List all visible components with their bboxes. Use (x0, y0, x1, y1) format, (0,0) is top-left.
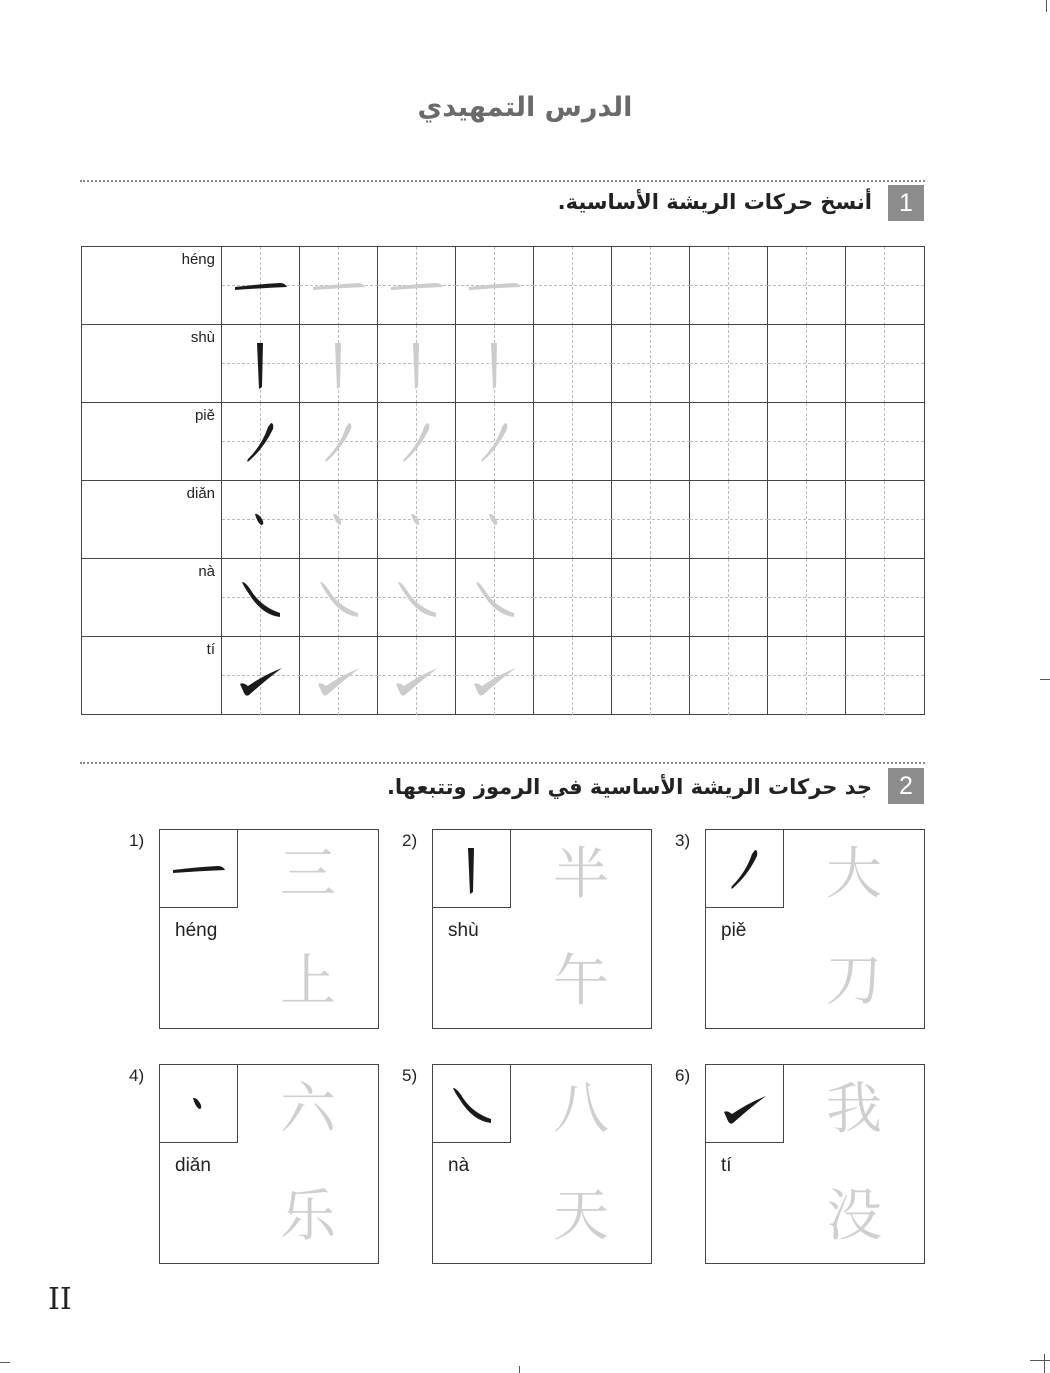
stroke-pinyin: piě (194, 407, 215, 424)
stroke-row (82, 481, 924, 559)
stroke-row (82, 637, 924, 715)
section2-instruction: جد حركات الريشة الأساسية في الرموز وتتبعها. (386, 775, 872, 799)
practice-cell[interactable] (768, 247, 846, 325)
stroke-pinyin: diǎn (186, 485, 215, 502)
exercise-number: 4) (129, 1066, 145, 1085)
trace-stroke-cell[interactable] (456, 559, 534, 637)
practice-cell[interactable] (534, 637, 612, 715)
model-stroke-cell (222, 325, 300, 403)
page-number: II (48, 1282, 72, 1317)
stroke-find-box (705, 829, 925, 1029)
model-stroke-cell (222, 247, 300, 325)
trace-stroke-cell[interactable] (300, 403, 378, 481)
trace-stroke-cell[interactable] (378, 637, 456, 715)
trace-character[interactable]: 八 (553, 1077, 609, 1142)
stroke-example-square (159, 829, 238, 908)
stroke-find-box (432, 829, 652, 1029)
practice-cell[interactable] (690, 637, 768, 715)
practice-cell[interactable] (690, 403, 768, 481)
model-stroke-cell (222, 481, 300, 559)
stroke-label-cell (82, 247, 222, 325)
trace-stroke-cell[interactable] (378, 559, 456, 637)
crop-mark (1046, 0, 1047, 12)
trace-stroke-cell[interactable] (456, 403, 534, 481)
stroke-find-box (159, 829, 379, 1029)
stroke-example-square (705, 829, 784, 908)
practice-cell[interactable] (612, 559, 690, 637)
trace-character[interactable]: 乐 (280, 1184, 336, 1249)
exercise-number: 2) (402, 831, 418, 850)
practice-cell[interactable] (768, 403, 846, 481)
stroke-label-cell (82, 481, 222, 559)
stroke-label-cell (82, 559, 222, 637)
practice-cell[interactable] (768, 637, 846, 715)
model-stroke-cell (222, 403, 300, 481)
crop-mark (1040, 679, 1050, 680)
trace-stroke-cell[interactable] (456, 481, 534, 559)
trace-character[interactable]: 天 (553, 1184, 609, 1249)
practice-cell[interactable] (534, 559, 612, 637)
practice-cell[interactable] (534, 403, 612, 481)
stroke-pinyin: tí (721, 1155, 732, 1176)
stroke-pinyin: shù (448, 920, 479, 941)
trace-stroke-cell[interactable] (378, 403, 456, 481)
stroke-example-square (159, 1064, 238, 1143)
exercise-number: 3) (675, 831, 691, 850)
practice-cell[interactable] (768, 325, 846, 403)
practice-cell[interactable] (612, 481, 690, 559)
practice-cell[interactable] (534, 481, 612, 559)
trace-stroke-cell[interactable] (456, 247, 534, 325)
page-title: الدرس التمهيدي (417, 92, 633, 123)
trace-stroke-cell[interactable] (300, 247, 378, 325)
stroke-pinyin: piě (721, 920, 747, 941)
practice-cell[interactable] (846, 403, 924, 481)
stroke-pinyin: nà (448, 1155, 470, 1176)
practice-cell[interactable] (612, 403, 690, 481)
practice-cell[interactable] (534, 325, 612, 403)
trace-stroke-cell[interactable] (456, 325, 534, 403)
stroke-copy-grid (81, 246, 925, 715)
stroke-label-cell (82, 403, 222, 481)
stroke-label-cell (82, 637, 222, 715)
section1-instruction: أنسخ حركات الريشة الأساسية. (557, 190, 872, 214)
stroke-pinyin: tí (206, 641, 215, 658)
stroke-row (82, 325, 924, 403)
section1-number-badge: 1 (888, 185, 924, 221)
trace-stroke-cell[interactable] (300, 325, 378, 403)
stroke-pinyin: héng (175, 920, 218, 941)
stroke-row (82, 247, 924, 325)
trace-character[interactable]: 六 (280, 1077, 336, 1142)
trace-character[interactable]: 没 (826, 1184, 882, 1249)
trace-stroke-cell[interactable] (300, 559, 378, 637)
trace-stroke-cell[interactable] (378, 481, 456, 559)
practice-cell[interactable] (612, 247, 690, 325)
trace-stroke-cell[interactable] (300, 637, 378, 715)
model-stroke-cell (222, 559, 300, 637)
stroke-row (82, 559, 924, 637)
practice-cell[interactable] (768, 559, 846, 637)
model-stroke-cell (222, 637, 300, 715)
stroke-example-square (432, 829, 511, 908)
trace-character[interactable]: 三 (280, 842, 336, 907)
trace-stroke-cell[interactable] (300, 481, 378, 559)
practice-cell[interactable] (690, 247, 768, 325)
trace-stroke-cell[interactable] (378, 325, 456, 403)
section2-number-badge: 2 (888, 768, 924, 804)
exercise-number: 6) (675, 1066, 691, 1085)
trace-stroke-cell[interactable] (456, 637, 534, 715)
practice-cell[interactable] (846, 481, 924, 559)
practice-cell[interactable] (690, 481, 768, 559)
trace-stroke-cell[interactable] (378, 247, 456, 325)
practice-cell[interactable] (690, 559, 768, 637)
trace-character[interactable]: 半 (553, 842, 609, 907)
practice-cell[interactable] (768, 481, 846, 559)
practice-cell[interactable] (612, 637, 690, 715)
stroke-row (82, 403, 924, 481)
section1-divider (80, 180, 925, 182)
stroke-pinyin: diǎn (175, 1155, 211, 1176)
stroke-find-box (432, 1064, 652, 1264)
crop-mark (0, 1362, 10, 1363)
practice-cell[interactable] (846, 325, 924, 403)
exercise-number: 5) (402, 1066, 418, 1085)
stroke-example-square (705, 1064, 784, 1143)
crop-mark (519, 1366, 520, 1373)
practice-cell[interactable] (534, 247, 612, 325)
practice-cell[interactable] (846, 247, 924, 325)
trace-character[interactable]: 刀 (826, 949, 882, 1014)
practice-cell[interactable] (846, 559, 924, 637)
stroke-pinyin: héng (181, 251, 215, 268)
trace-character[interactable]: 我 (826, 1077, 882, 1142)
crop-mark (1044, 1354, 1045, 1373)
stroke-label-cell (82, 325, 222, 403)
practice-cell[interactable] (846, 637, 924, 715)
section2-divider (80, 762, 925, 764)
crop-mark (1030, 1360, 1050, 1361)
practice-cell[interactable] (612, 325, 690, 403)
exercise-number: 1) (129, 831, 145, 850)
stroke-pinyin: shù (190, 329, 215, 346)
stroke-find-box (705, 1064, 925, 1264)
trace-character[interactable]: 上 (280, 949, 336, 1014)
practice-cell[interactable] (690, 325, 768, 403)
stroke-pinyin: nà (198, 563, 215, 580)
trace-character[interactable]: 午 (553, 949, 609, 1014)
stroke-find-box (159, 1064, 379, 1264)
trace-character[interactable]: 大 (826, 842, 882, 907)
stroke-example-square (432, 1064, 511, 1143)
